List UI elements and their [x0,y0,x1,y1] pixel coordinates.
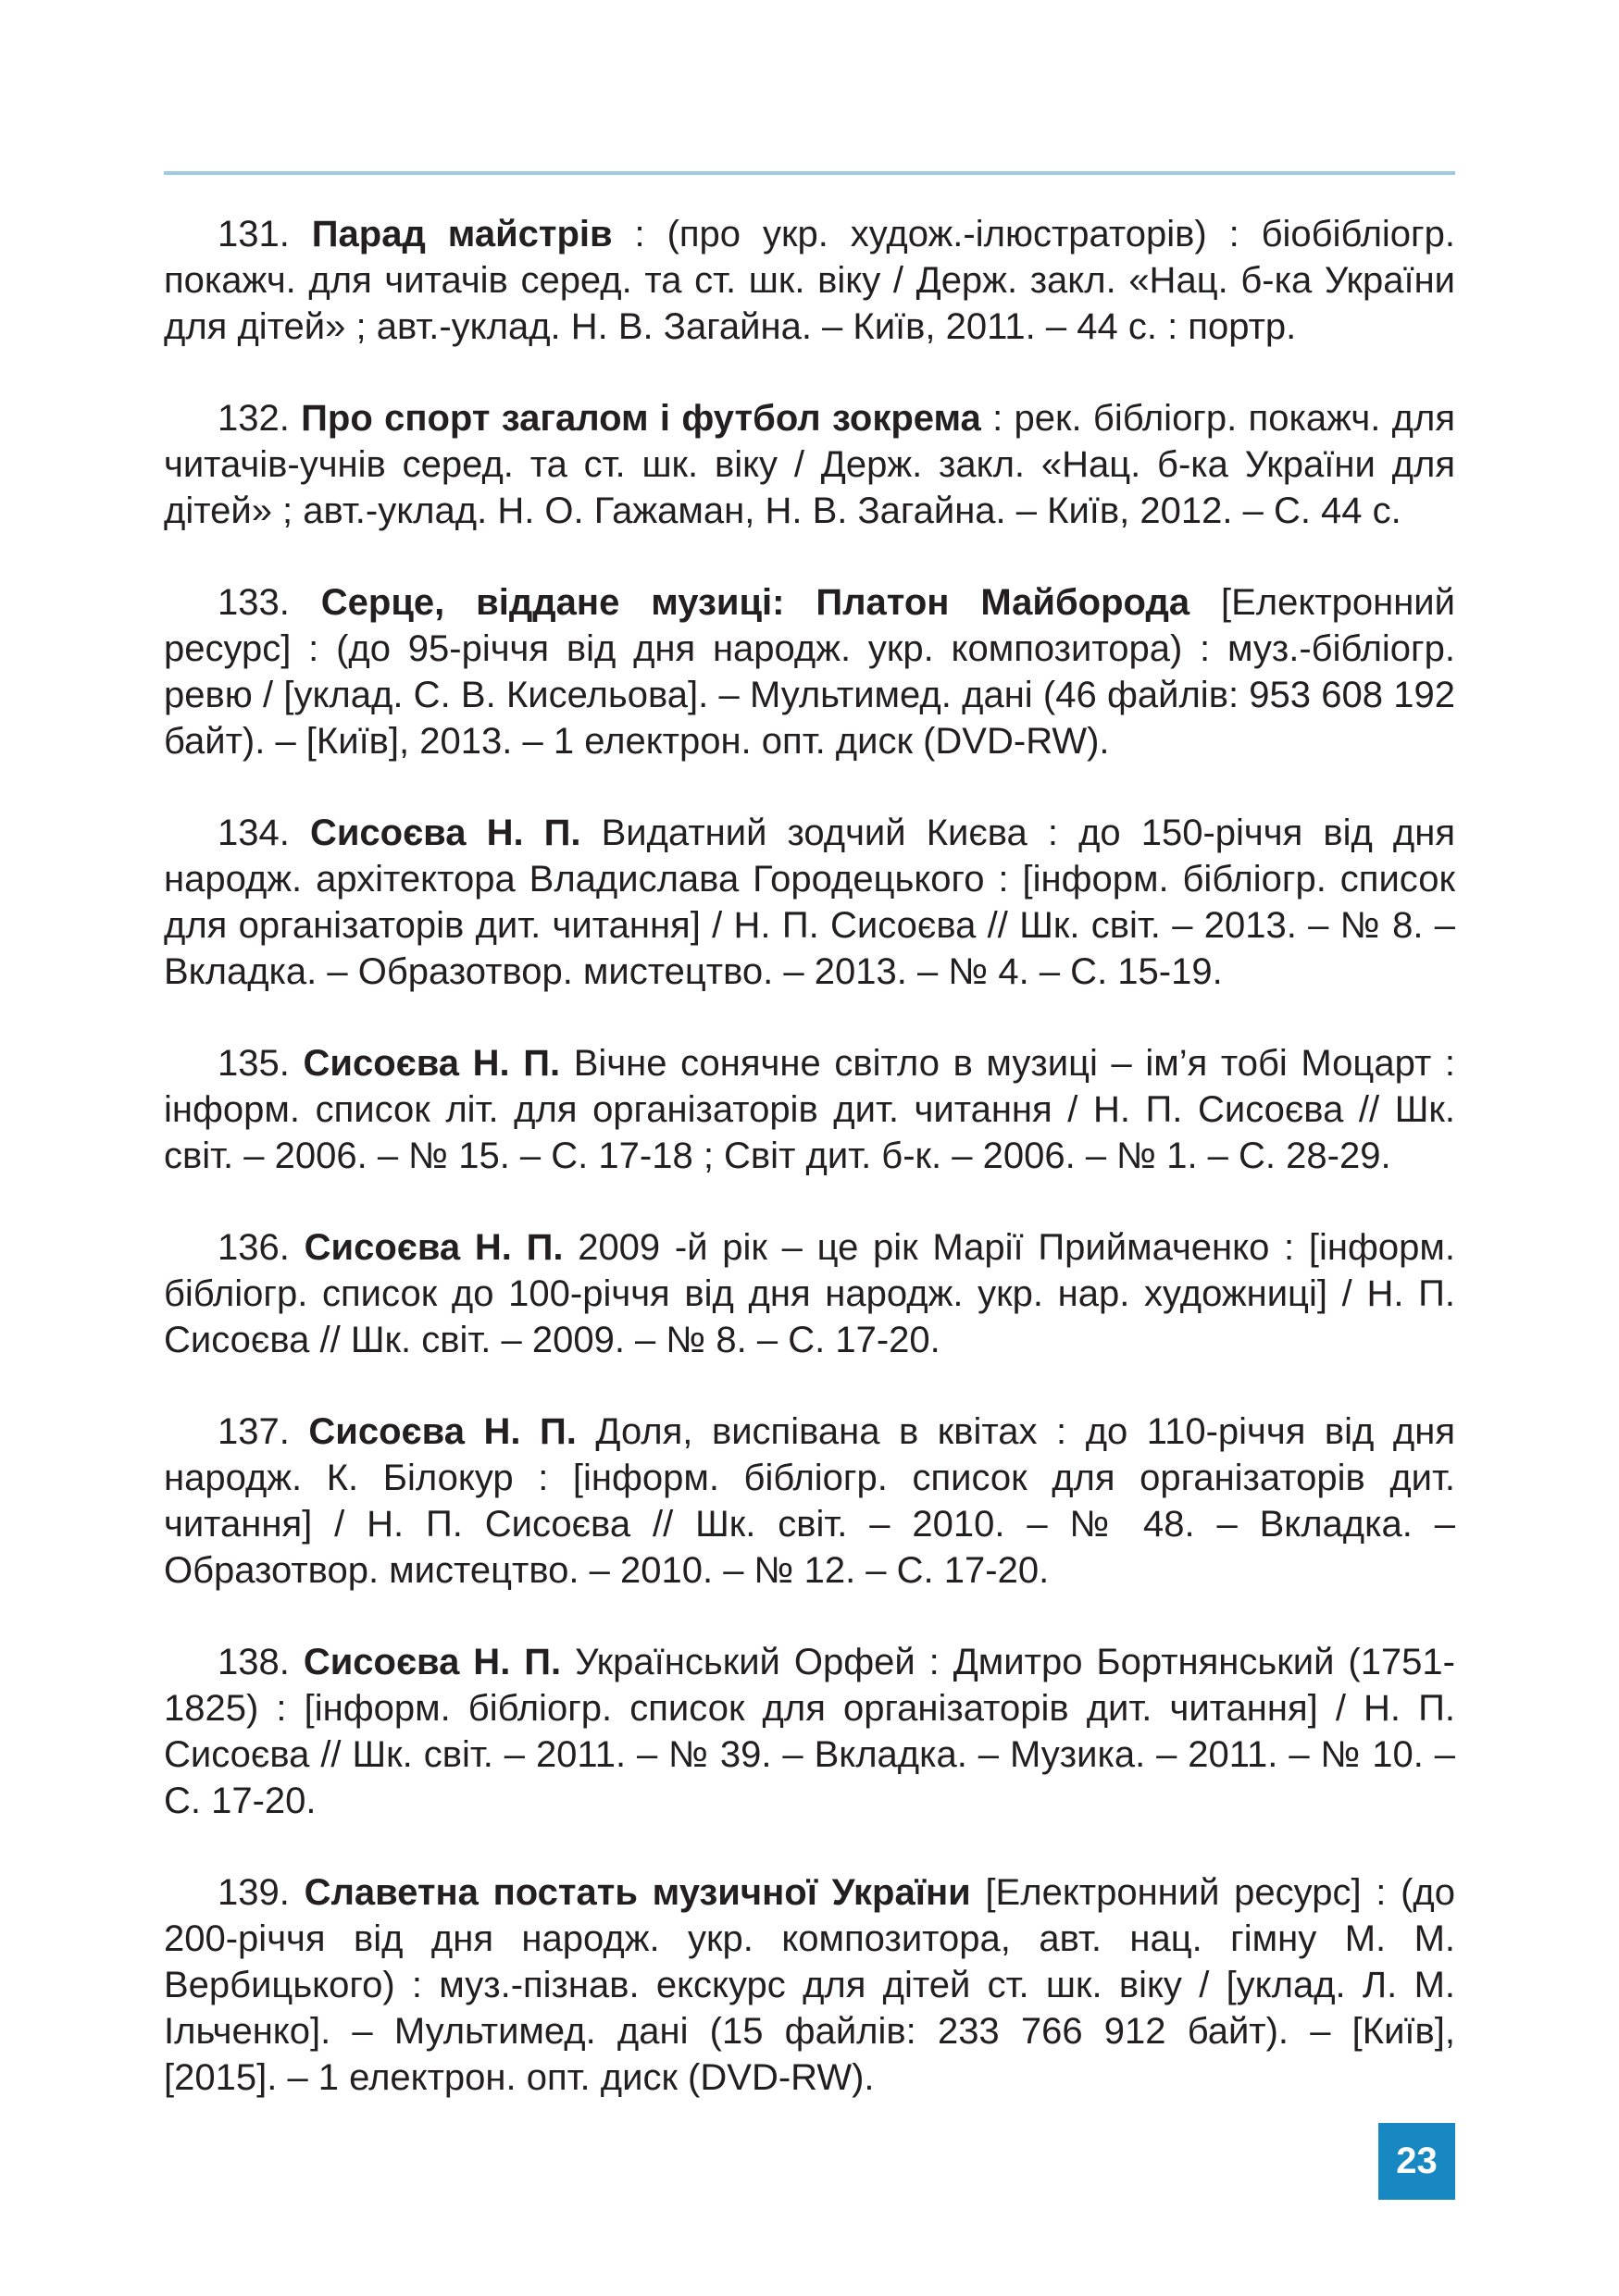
entry-number: 131. [218,214,290,254]
entry-number: 138. [218,1642,290,1682]
entry-author: Сисоєва Н. П. [309,813,581,853]
entry-title: Про спорт загалом і футбол зокрема [301,398,981,439]
bibliography-entry [164,810,1455,995]
entry-number: 139. [218,1872,290,1913]
entry-title: Парад майстрів [311,214,613,254]
entry-description: : (про укр. худож.-ілюстраторів) : біобібліогр. покажч. для читачів серед. та ст. шк. віку / Держ. закл. «Нац. б-ка України для дітей» ; авт.-уклад. Н. В. Загайна. – Київ, 2011. – 44 с. : портр. [164,214,1456,347]
header-rule [164,171,1455,175]
bibliography-entry [164,211,1455,350]
entry-description: Вічне сонячне світло в музиці – ім’я тобі Моцарт : інформ. список літ. для організаторів дит. читання / Н. П. Сисоєва // Шк. світ. – 2006. – № 15. – С. 17-18 ; Світ дит. б-к. – 2006. – № 1. – С. 28-29. [164,1043,1455,1176]
bibliography-entry [164,1040,1455,1179]
entry-description: Український Орфей : Дмитро Бортнянський (1751-1825) : [інформ. бібліогр. список для організаторів дит. читання] / Н. П. Сисоєва // Шк. світ. – 2011. – № 39. – Вкладка. – Музика. – 2011. – № 10. – С. 17-20. [164,1642,1455,1821]
bibliography-entry [164,1409,1455,1594]
entry-author: Сисоєва Н. П. [304,1227,564,1268]
entry-number: 136. [218,1227,290,1268]
entry-number: 137. [218,1411,290,1452]
entry-title: Славетна постать музичної України [304,1872,971,1913]
entry-author: Сисоєва Н. П. [303,1642,562,1682]
bibliography-entry [164,1869,1455,2101]
bibliography-entry [164,1639,1455,1824]
entry-description: 2009 -й рік – це рік Марії Приймаченко : [інформ. бібліогр. список до 100-річчя від дня народж. укр. нар. художниці] / Н. П. Сисоєва // Шк. світ. – 2009. – № 8. – С. 17-20. [164,1227,1455,1360]
bibliography-list [164,211,1455,2146]
entry-number: 135. [218,1043,290,1084]
entry-author: Сисоєва Н. П. [303,1043,561,1084]
entry-author: Сисоєва Н. П. [308,1411,577,1452]
page-number-badge: 23 [1378,2123,1455,2200]
bibliography-entry [164,1224,1455,1363]
entry-title: Серце, віддане музиці: Платон Майборода [320,582,1190,623]
entry-description: Доля, виспівана в квітах : до 110-річчя від дня народж. К. Білокур : [інформ. бібліогр. список для організаторів дит. читання] / Н. П. Сисоєва // Шк. світ. – 2010. – № 48. – Вкладка. – Образотвор. мистецтво. – 2010. – № 12. – С. 17-20. [164,1411,1455,1591]
entry-description: Видатний зодчий Києва : до 150-річчя від дня народж. архітектора Владислава Городецького : [інформ. бібліогр. список для організаторів дит. читання] / Н. П. Сисоєва // Шк. світ. – 2013. – № 8. – Вкладка. – Образотвор. мистецтво. – 2013. – № 4. – С. 15-19. [164,813,1455,992]
bibliography-entry [164,579,1455,764]
entry-description: : рек. бібліогр. покажч. для читачів-учнів серед. та ст. шк. віку / Держ. закл. «Нац. б-ка України для дітей» ; авт.-уклад. Н. О. Гажаман, Н. В. Загайна. – Київ, 2012. – С. 44 с. [164,398,1455,531]
entry-description: [Електронний ресурс] : (до 200-річчя від дня народж. укр. композитора, авт. нац. гімну М. М. Вербицького) : муз.-пізнав. екскурс для дітей ст. шк. віку / [уклад. Л. М. Ільченко]. – Мультимед. дані (15 файлів: 233 766 912 байт). – [Київ], [2015]. – 1 електрон. опт. диск (DVD-RW). [164,1872,1455,2098]
entry-number: 132. [218,398,290,439]
entry-description: [Електронний ресурс] : (до 95-річчя від дня народж. укр. композитора) : муз.-бібліогр. ревю / [уклад. С. В. Кисельова]. – Мультимед. дані (46 файлів: 953 608 192 байт). – [Київ], 2013. – 1 електрон. опт. диск (DVD-RW). [164,582,1455,762]
bibliography-entry [164,395,1455,534]
entry-number: 134. [218,813,290,853]
entry-number: 133. [218,582,290,623]
